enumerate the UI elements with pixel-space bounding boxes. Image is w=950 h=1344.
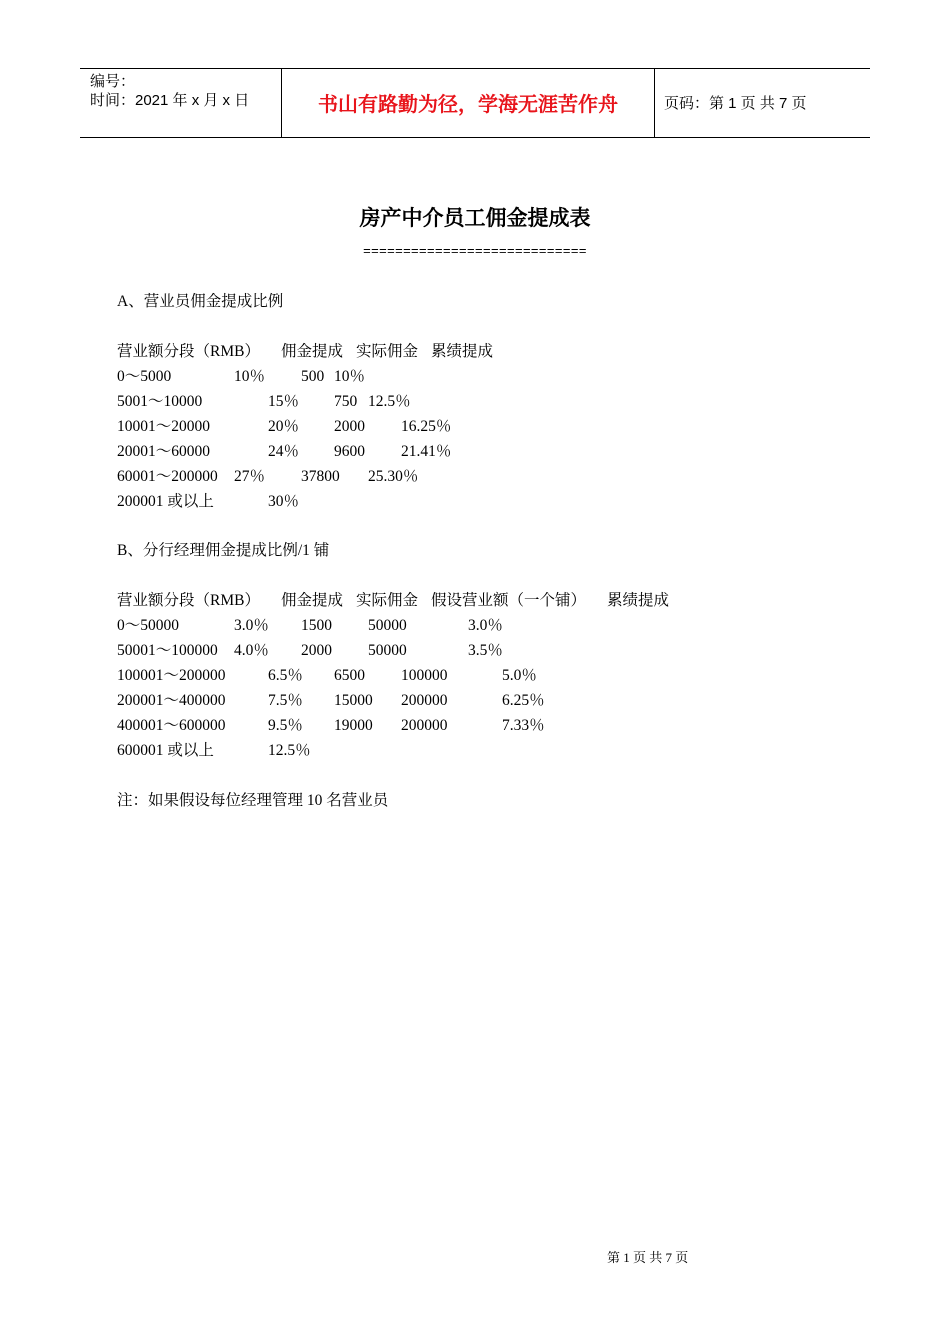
table-cell: 16.25％ bbox=[401, 418, 452, 435]
header-motto-cell bbox=[282, 69, 655, 137]
table-cell: 9600 bbox=[334, 443, 365, 460]
column-header: 累绩提成 bbox=[431, 343, 494, 360]
page-header bbox=[80, 68, 870, 138]
column-header: 营业额分段（RMB） bbox=[117, 343, 260, 360]
table-cell: 12.5％ bbox=[268, 742, 311, 759]
table-cell: 50001～100000 bbox=[117, 642, 218, 659]
table-cell: 600001 或以上 bbox=[117, 742, 214, 759]
table-cell: 400001～600000 bbox=[117, 717, 226, 734]
table-cell: 1500 bbox=[301, 617, 332, 634]
table-cell: 3.0％ bbox=[468, 617, 503, 634]
page-footer: 第 1 页 共 7 页 bbox=[607, 1250, 689, 1265]
table-cell: 100000 bbox=[401, 667, 448, 684]
table-cell: 50000 bbox=[368, 617, 407, 634]
table-cell: 10％ bbox=[334, 368, 366, 385]
column-header: 假设营业额（一个铺） bbox=[431, 592, 587, 609]
table-cell: 750 bbox=[334, 393, 358, 410]
table-cell: 60001～200000 bbox=[117, 468, 218, 485]
table-cell: 6500 bbox=[334, 667, 365, 684]
title-divider: ============================ bbox=[363, 243, 587, 258]
column-header: 累绩提成 bbox=[607, 592, 670, 609]
table-cell: 200000 bbox=[401, 692, 448, 709]
table-cell: 25.30％ bbox=[368, 468, 419, 485]
header-motto: 书山有路勤为径，学海无涯苦作舟 bbox=[318, 92, 618, 116]
document-title: 房产中介员工佣金提成表 bbox=[359, 206, 591, 230]
table-cell: 100001～200000 bbox=[117, 667, 226, 684]
table-cell: 5.0％ bbox=[502, 667, 537, 684]
table-cell: 9.5％ bbox=[268, 717, 303, 734]
table-cell: 6.5％ bbox=[268, 667, 303, 684]
table-cell: 200001 或以上 bbox=[117, 493, 214, 510]
table-cell: 27％ bbox=[234, 468, 266, 485]
column-header: 实际佣金 bbox=[356, 592, 419, 609]
table-cell: 15000 bbox=[334, 692, 373, 709]
header-info-cell bbox=[80, 69, 282, 137]
table-cell: 15％ bbox=[268, 393, 300, 410]
table-cell: 2000 bbox=[301, 642, 332, 659]
table-cell: 30％ bbox=[268, 493, 300, 510]
table-cell: 6.25％ bbox=[502, 692, 545, 709]
table-cell: 200001～400000 bbox=[117, 692, 226, 709]
column-header: 营业额分段（RMB） bbox=[117, 592, 260, 609]
table-cell: 21.41％ bbox=[401, 443, 452, 460]
table-cell: 19000 bbox=[334, 717, 373, 734]
table-cell: 20001～60000 bbox=[117, 443, 211, 460]
document-date-label: 时间：2021 年 x 月 x 日 bbox=[90, 92, 250, 109]
table-cell: 0～50000 bbox=[117, 617, 180, 634]
table-cell: 7.33％ bbox=[502, 717, 545, 734]
table-cell: 200000 bbox=[401, 717, 448, 734]
section-a-heading: A、营业员佣金提成比例 bbox=[117, 293, 284, 310]
table-cell: 500 bbox=[301, 368, 325, 385]
column-header: 佣金提成 bbox=[281, 343, 344, 360]
table-cell: 50000 bbox=[368, 642, 407, 659]
table-cell: 0～5000 bbox=[117, 368, 172, 385]
column-header: 佣金提成 bbox=[281, 592, 344, 609]
table-cell: 10％ bbox=[234, 368, 266, 385]
table-cell: 12.5％ bbox=[368, 393, 411, 410]
table-cell: 3.0％ bbox=[234, 617, 269, 634]
table-cell: 4.0％ bbox=[234, 642, 269, 659]
table-cell: 2000 bbox=[334, 418, 365, 435]
column-header: 实际佣金 bbox=[356, 343, 419, 360]
table-cell: 20％ bbox=[268, 418, 300, 435]
table-cell: 7.5％ bbox=[268, 692, 303, 709]
table-cell: 37800 bbox=[301, 468, 340, 485]
footnote: 注：如果假设每位经理管理 10 名营业员 bbox=[117, 792, 389, 809]
document-number-label: 编号： bbox=[90, 73, 136, 90]
table-cell: 24％ bbox=[268, 443, 300, 460]
header-page-info: 页码：第 1 页 共 7 页 bbox=[664, 95, 807, 112]
section-b-heading: B、分行经理佣金提成比例/1 铺 bbox=[117, 542, 330, 559]
table-cell: 10001～20000 bbox=[117, 418, 211, 435]
table-cell: 5001～10000 bbox=[117, 393, 203, 410]
table-cell: 3.5％ bbox=[468, 642, 503, 659]
header-page-cell bbox=[655, 69, 870, 137]
